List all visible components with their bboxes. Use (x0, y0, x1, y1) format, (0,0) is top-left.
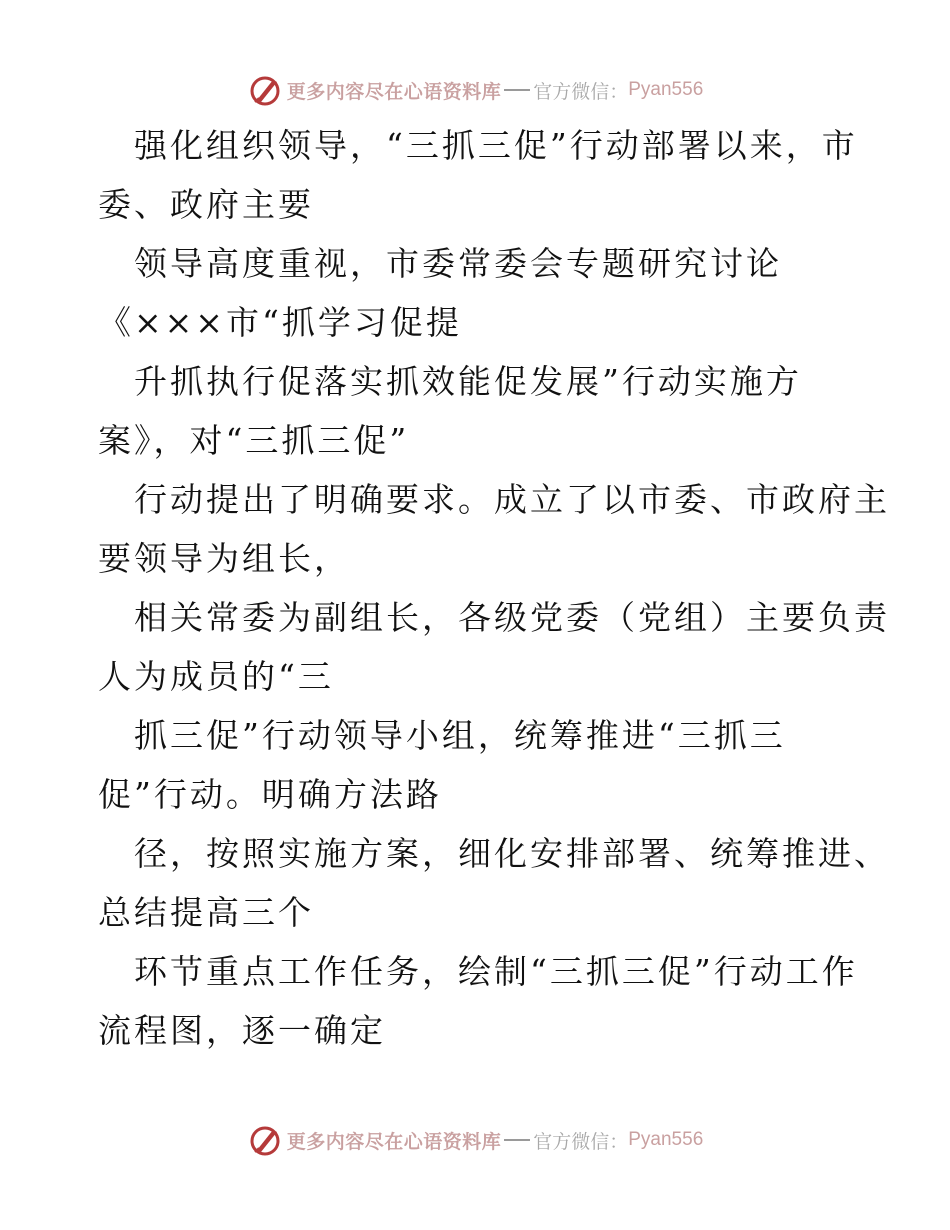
text-line: 要领导为组长， (98, 539, 350, 578)
quill-logo-icon (247, 1122, 283, 1158)
header-watermark (0, 70, 950, 110)
text-line: 升抓执行促落实抓效能促发展”行动实施方 (134, 362, 802, 401)
text-line: 人为成员的“三 (98, 657, 334, 696)
watermark-brand: 更多内容尽在心语资料库 (286, 80, 502, 103)
text-line: 径，按照实施方案，细化安排部署、统筹推进、 (134, 834, 890, 873)
document-body (98, 116, 890, 1060)
text-line: 强化组织领导，“三抓三促”行动部署以来，市 (134, 126, 858, 165)
text-line: 领导高度重视，市委常委会专题研究讨论 (134, 244, 782, 283)
watermark-dash (504, 89, 530, 91)
text-line: 流程图，逐一确定 (98, 1011, 386, 1050)
text-line: 相关常委为副组长，各级党委（党组）主要负责 (134, 598, 890, 637)
text-line: 案》，对“三抓三促” (98, 421, 410, 460)
text-line: 委、政府主要 (98, 185, 314, 224)
footer-watermark (0, 1120, 950, 1160)
text-line: 环节重点工作任务，绘制“三抓三促”行动工作 (134, 952, 858, 991)
text-line: 《×××市“抓学习促提 (98, 303, 462, 342)
text-line: 行动提出了明确要求。成立了以市委、市政府主 (134, 480, 890, 519)
text-line: 促”行动。明确方法路 (98, 775, 442, 814)
watermark-label: 官方微信： (533, 80, 629, 103)
watermark-id: Pyan556 (628, 1129, 704, 1150)
quill-logo-icon (247, 72, 283, 108)
watermark-id: Pyan556 (628, 79, 704, 100)
text-line: 抓三促”行动领导小组，统筹推进“三抓三 (134, 716, 786, 755)
text-line: 总结提高三个 (98, 893, 314, 932)
watermark-dash (504, 1139, 530, 1141)
watermark-label: 官方微信： (533, 1130, 629, 1153)
watermark-brand: 更多内容尽在心语资料库 (286, 1130, 502, 1153)
